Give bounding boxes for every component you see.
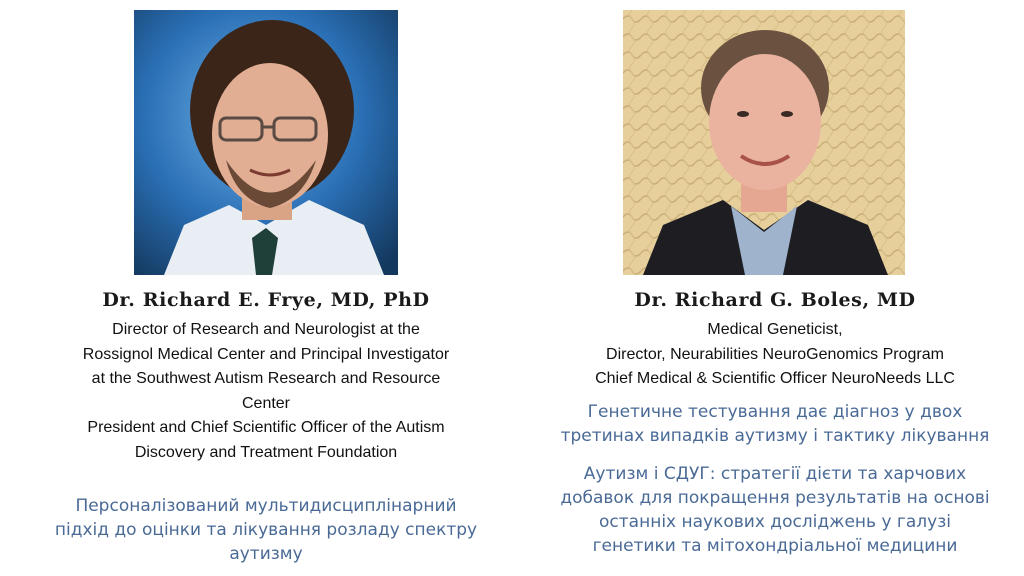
role-line: Director of Research and Neurologist at the [112, 321, 420, 338]
role-line: Chief Medical & Scientific Officer NeuroNeeds LLC [595, 370, 955, 387]
speaker-photo-boles [623, 10, 905, 275]
role-line: President and Chief Scientific Officer of the Autism [87, 419, 445, 436]
talk-title-line: підхід до оцінки та лікування розладу спектру [54, 520, 478, 540]
talk-title-line: добавок для покращення результатів на основі [560, 488, 990, 508]
talk-title [30, 494, 502, 566]
role-line: Center [241, 394, 291, 412]
talk-title-line: Аутизм і СДУГ: стратегії дієти та харчових [583, 464, 967, 484]
talk-title-line: Генетичне тестування дає діагноз у двох [587, 402, 963, 422]
speaker-photo-frye [134, 10, 398, 275]
talk-title [534, 462, 1016, 558]
role-line: at the Southwest Autism Research and Resource [91, 370, 441, 387]
talk-title-line: останніх наукових досліджень у галузі [599, 512, 951, 532]
speaker-role [30, 318, 502, 465]
speaker-name: Dr. Richard G. Boles, MD [634, 289, 916, 311]
talk-title-line: генетики та мітохондріальної медицини [592, 536, 958, 556]
talk-title [534, 400, 1016, 448]
speaker-role [534, 318, 1016, 392]
talk-title-line: Персоналізований мультидисциплінарний [75, 496, 457, 516]
talk-title-line: третинах випадків аутизму і тактику лікування [560, 426, 990, 446]
role-line: Rossignol Medical Center and Principal Investigator [82, 345, 450, 363]
role-line: Discovery and Treatment Foundation [134, 443, 398, 461]
speaker-name: Dr. Richard E. Frye, MD, PhD [102, 289, 430, 311]
role-line: Medical Geneticist, [707, 321, 843, 338]
talk-title-line: аутизму [229, 544, 303, 564]
role-line: Director, Neurabilities NeuroGenomics Program [606, 345, 944, 363]
